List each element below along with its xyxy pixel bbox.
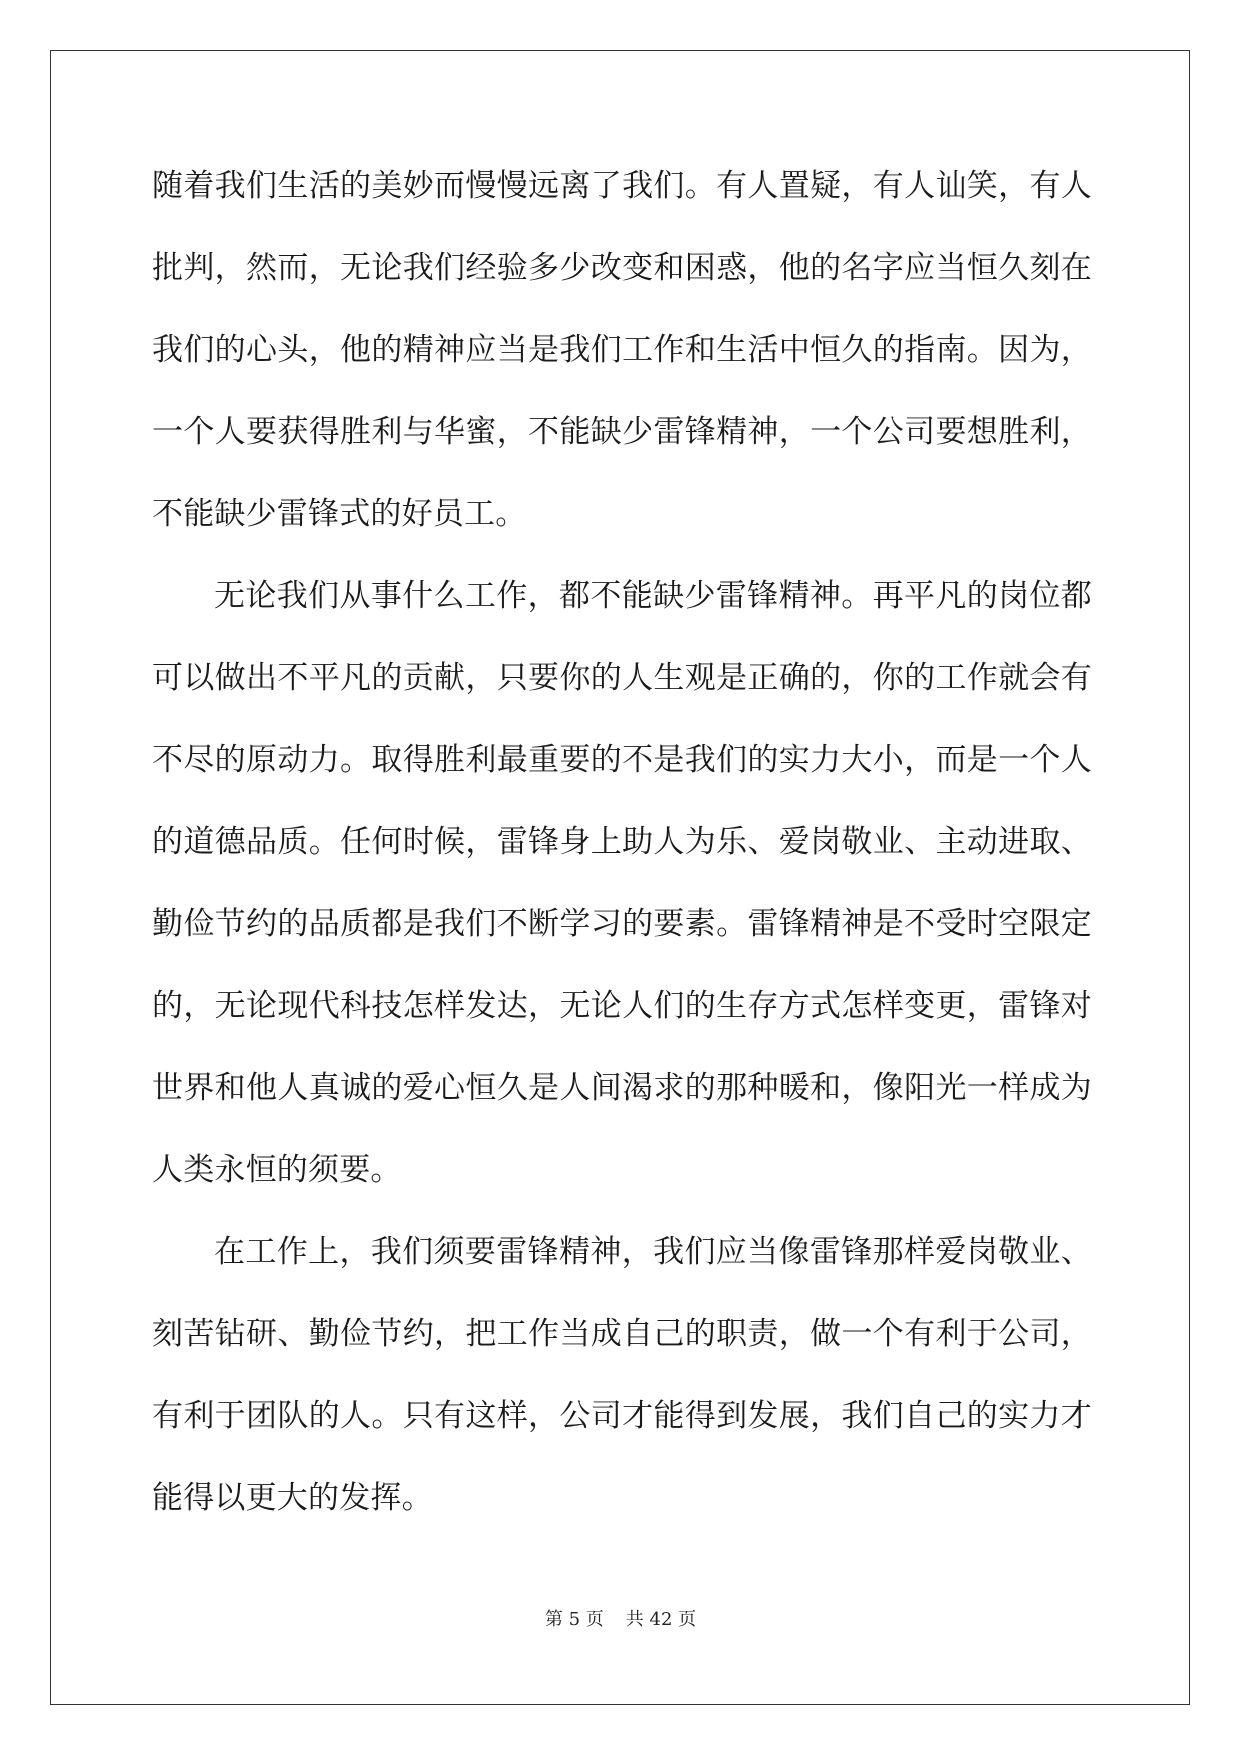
paragraph-line: 在工作上，我们须要雷锋精神，我们应当像雷锋那样爱岗敬业、 [214,1234,1092,1270]
page-footer [0,1605,1241,1631]
paragraph-line: 能得以更大的发挥。 [152,1480,433,1516]
paragraph-line: 我们的心头，他的精神应当是我们工作和生活中恒久的指南。因为， [152,332,1092,368]
paragraph-line: 不能缺少雷锋式的好员工。 [152,496,527,532]
paragraph-line: 批判，然而，无论我们经验多少改变和困惑，他的名字应当恒久刻在 [152,250,1092,286]
paragraph-line: 不尽的原动力。取得胜利最重要的不是我们的实力大小，而是一个人 [152,742,1092,778]
paragraph-line: 一个人要获得胜利与华蜜，不能缺少雷锋精神，一个公司要想胜利， [152,414,1092,450]
document-body [152,159,1092,1553]
paragraph-line: 世界和他人真诚的爱心恒久是人间渴求的那种暖和，像阳光一样成为 [152,1070,1092,1106]
paragraph-line: 人类永恒的须要。 [152,1152,402,1188]
paragraph-line: 勤俭节约的品质都是我们不断学习的要素。雷锋精神是不受时空限定 [152,906,1092,942]
paragraph-line: 的，无论现代科技怎样发达，无论人们的生存方式怎样变更，雷锋对 [152,988,1092,1024]
total-page-count: 共 42 页 [625,1609,697,1630]
paragraph-line: 有利于团队的人。只有这样，公司才能得到发展，我们自己的实力才 [152,1398,1092,1434]
paragraph-line: 随着我们生活的美妙而慢慢远离了我们。有人置疑，有人讪笑，有人 [152,168,1092,204]
paragraph-line: 可以做出不平凡的贡献，只要你的人生观是正确的，你的工作就会有 [152,660,1092,696]
paragraph-line: 的道德品质。任何时候，雷锋身上助人为乐、爱岗敬业、主动进取、 [152,824,1092,860]
paragraph-line: 刻苦钻研、勤俭节约，把工作当成自己的职责，做一个有利于公司， [152,1316,1092,1352]
paragraph-line: 无论我们从事什么工作，都不能缺少雷锋精神。再平凡的岗位都 [214,578,1092,614]
current-page-number: 第 5 页 [544,1609,604,1630]
